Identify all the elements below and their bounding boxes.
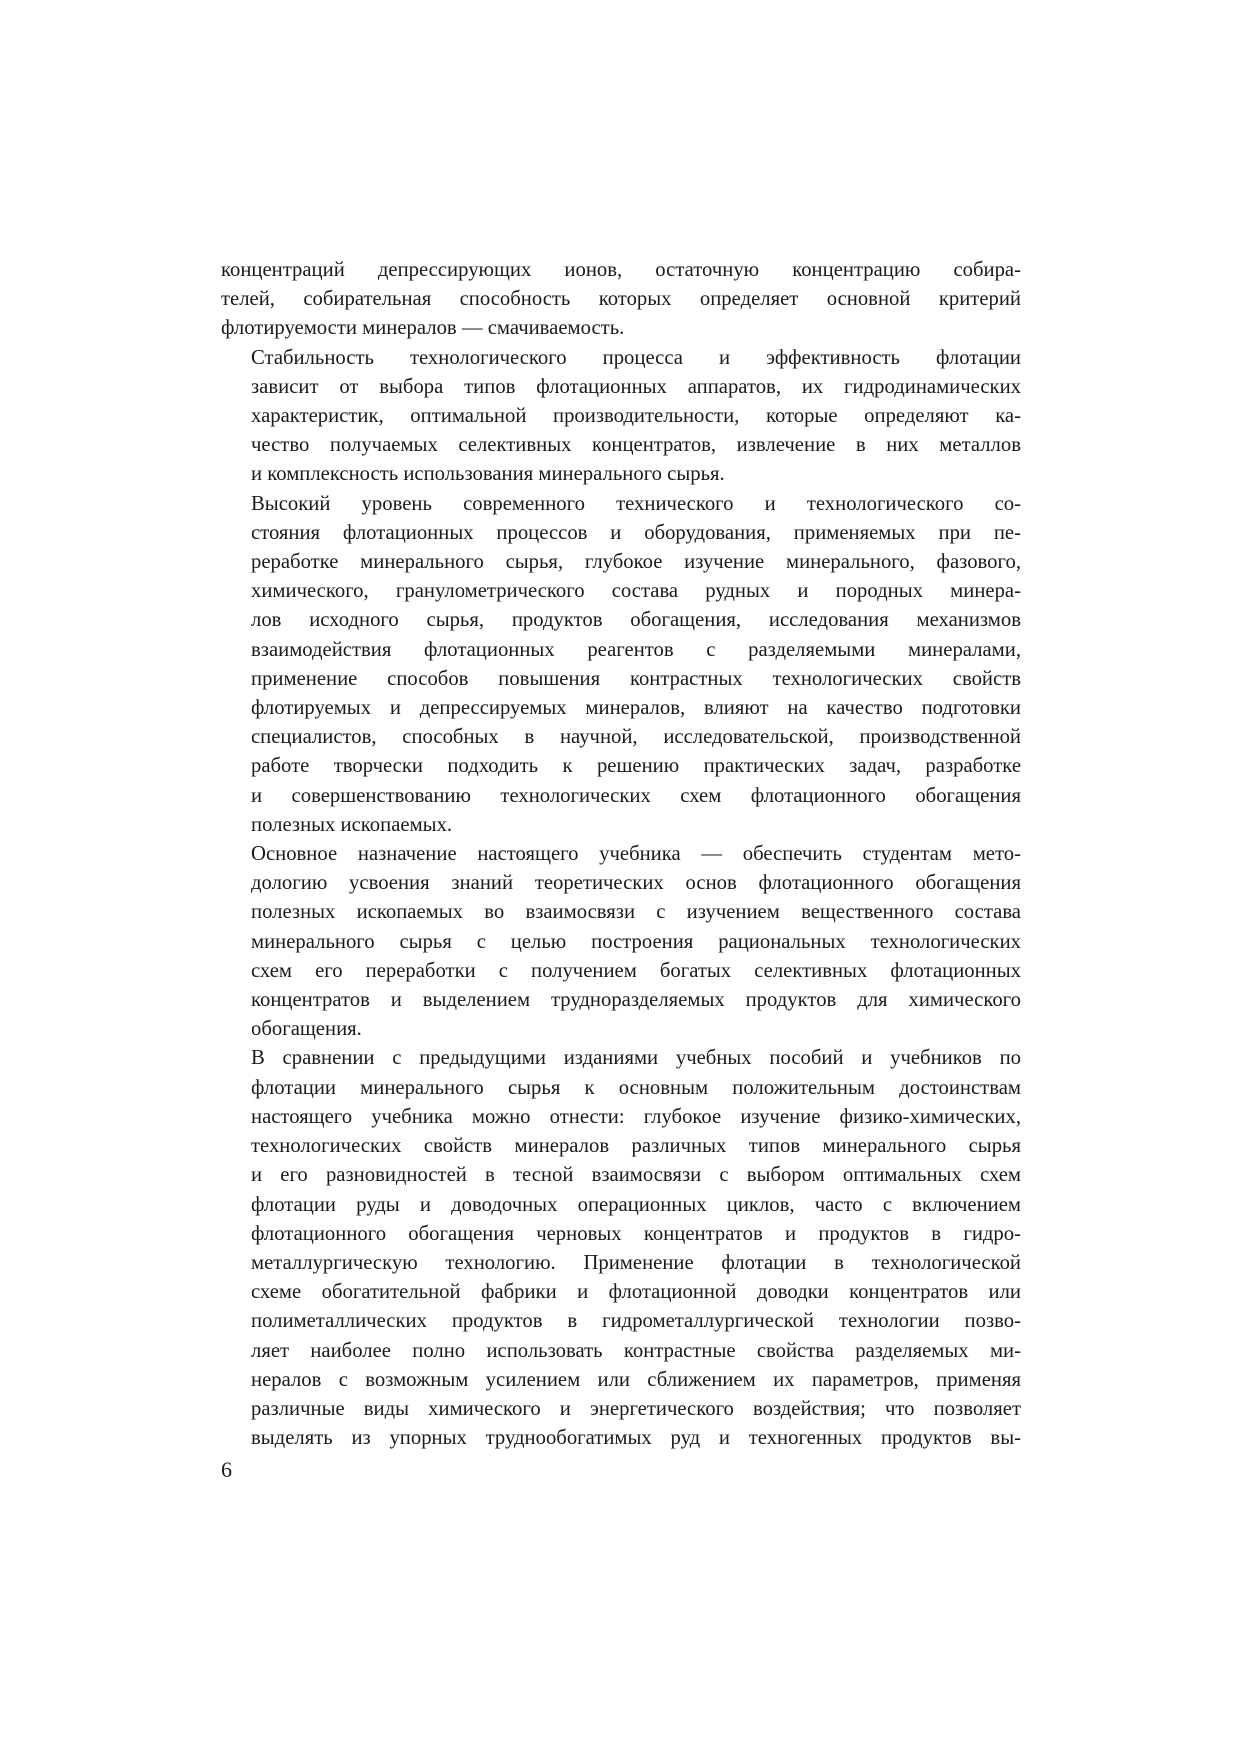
text-line: флотации руды и доводочных операционных циклов, часто с включением	[251, 1193, 1021, 1216]
text-line: чество получаемых селективных концентратов, извлечение в них металлов	[251, 434, 1021, 457]
text-line: специалистов, способных в научной, исследовательской, производственной	[251, 726, 1021, 749]
text-line: полезных ископаемых во взаимосвязи с изучением вещественного состава	[251, 901, 1021, 924]
text-line: полиметаллических продуктов в гидрометаллургической технологии позво-	[251, 1310, 1021, 1333]
text-line: полезных ископаемых.	[251, 813, 453, 836]
text-line: схем его переработки с получением богатых селективных флотационных	[251, 959, 1021, 982]
text-line: применение способов повышения контрастных технологических свойств	[251, 667, 1021, 690]
text-line: минерального сырья с целью построения рациональных технологических	[251, 930, 1021, 953]
paragraph-4	[221, 840, 1021, 1044]
paragraph-3	[221, 490, 1021, 840]
main-text	[221, 256, 1021, 1453]
text-line: и совершенствованию технологических схем флотационного обогащения	[251, 784, 1021, 807]
text-line: концентратов и выделением трудноразделяемых продуктов для химического	[251, 989, 1021, 1012]
text-line: Основное назначение настоящего учебника — обеспечить студентам мето-	[251, 843, 1021, 866]
text-line: выделять из упорных труднообогатимых руд и техногенных продуктов вы-	[251, 1427, 1021, 1450]
text-line: дологию усвоения знаний теоретических основ флотационного обогащения	[251, 872, 1021, 895]
text-line: лов исходного сырья, продуктов обогащения, исследования механизмов	[251, 609, 1021, 632]
text-line: В сравнении с предыдущими изданиями учебных пособий и учебников по	[251, 1047, 1021, 1070]
page-number: 6	[221, 1457, 232, 1482]
paragraph-5	[221, 1044, 1021, 1453]
text-line: флотируемых и депрессируемых минералов, влияют на качество подготовки	[251, 697, 1021, 720]
text-line: зависит от выбора типов флотационных аппаратов, их гидродинамических	[251, 375, 1021, 398]
text-line: настоящего учебника можно отнести: глубокое изучение физико-химических,	[251, 1105, 1021, 1128]
text-line: флотационного обогащения черновых концентратов и продуктов в гидро-	[251, 1222, 1021, 1245]
text-line: технологических свойств минералов различных типов минерального сырья	[251, 1135, 1021, 1158]
text-line: различные виды химического и энергетического воздействия; что позволяет	[251, 1397, 1021, 1420]
text-line: и его разновидностей в тесной взаимосвязи с выбором оптимальных схем	[251, 1164, 1021, 1187]
text-line: Высокий уровень современного технического и технологического со-	[251, 492, 1021, 515]
text-line: флотации минерального сырья к основным положительным достоинствам	[251, 1076, 1021, 1099]
text-line: схеме обогатительной фабрики и флотационной доводки концентратов или	[251, 1281, 1021, 1304]
text-line: ляет наиболее полно использовать контрастные свойства разделяемых ми-	[251, 1339, 1021, 1362]
text-line: реработке минерального сырья, глубокое изучение минерального, фазового,	[251, 551, 1021, 574]
text-line: нералов с возможным усилением или сближением их параметров, применяя	[251, 1368, 1021, 1391]
text-line: Стабильность технологического процесса и эффективность флотации	[251, 346, 1021, 369]
text-line: работе творчески подходить к решению практических задач, разработке	[251, 755, 1021, 778]
text-line: характеристик, оптимальной производительности, которые определяют ка-	[251, 405, 1021, 428]
text-line: обогащения.	[251, 1018, 362, 1041]
text-line: и комплексность использования минерального сырья.	[251, 463, 725, 486]
text-line: концентраций депрессирующих ионов, остаточную концентрацию собира-	[221, 259, 1021, 281]
text-line: металлургическую технологию. Применение флотации в технологической	[251, 1251, 1021, 1274]
text-line: стояния флотационных процессов и оборудования, применяемых при пе-	[251, 521, 1021, 544]
text-line: химического, гранулометрического состава рудных и породных минера-	[251, 580, 1021, 603]
paragraph-2	[221, 344, 1021, 490]
text-line: взаимодействия флотационных реагентов с разделяемыми минералами,	[251, 638, 1021, 661]
text-line: флотируемости минералов — смачиваемость.	[221, 317, 625, 340]
paragraph-1	[221, 256, 1021, 344]
text-line: телей, собирательная способность которых определяет основной критерий	[221, 288, 1021, 311]
